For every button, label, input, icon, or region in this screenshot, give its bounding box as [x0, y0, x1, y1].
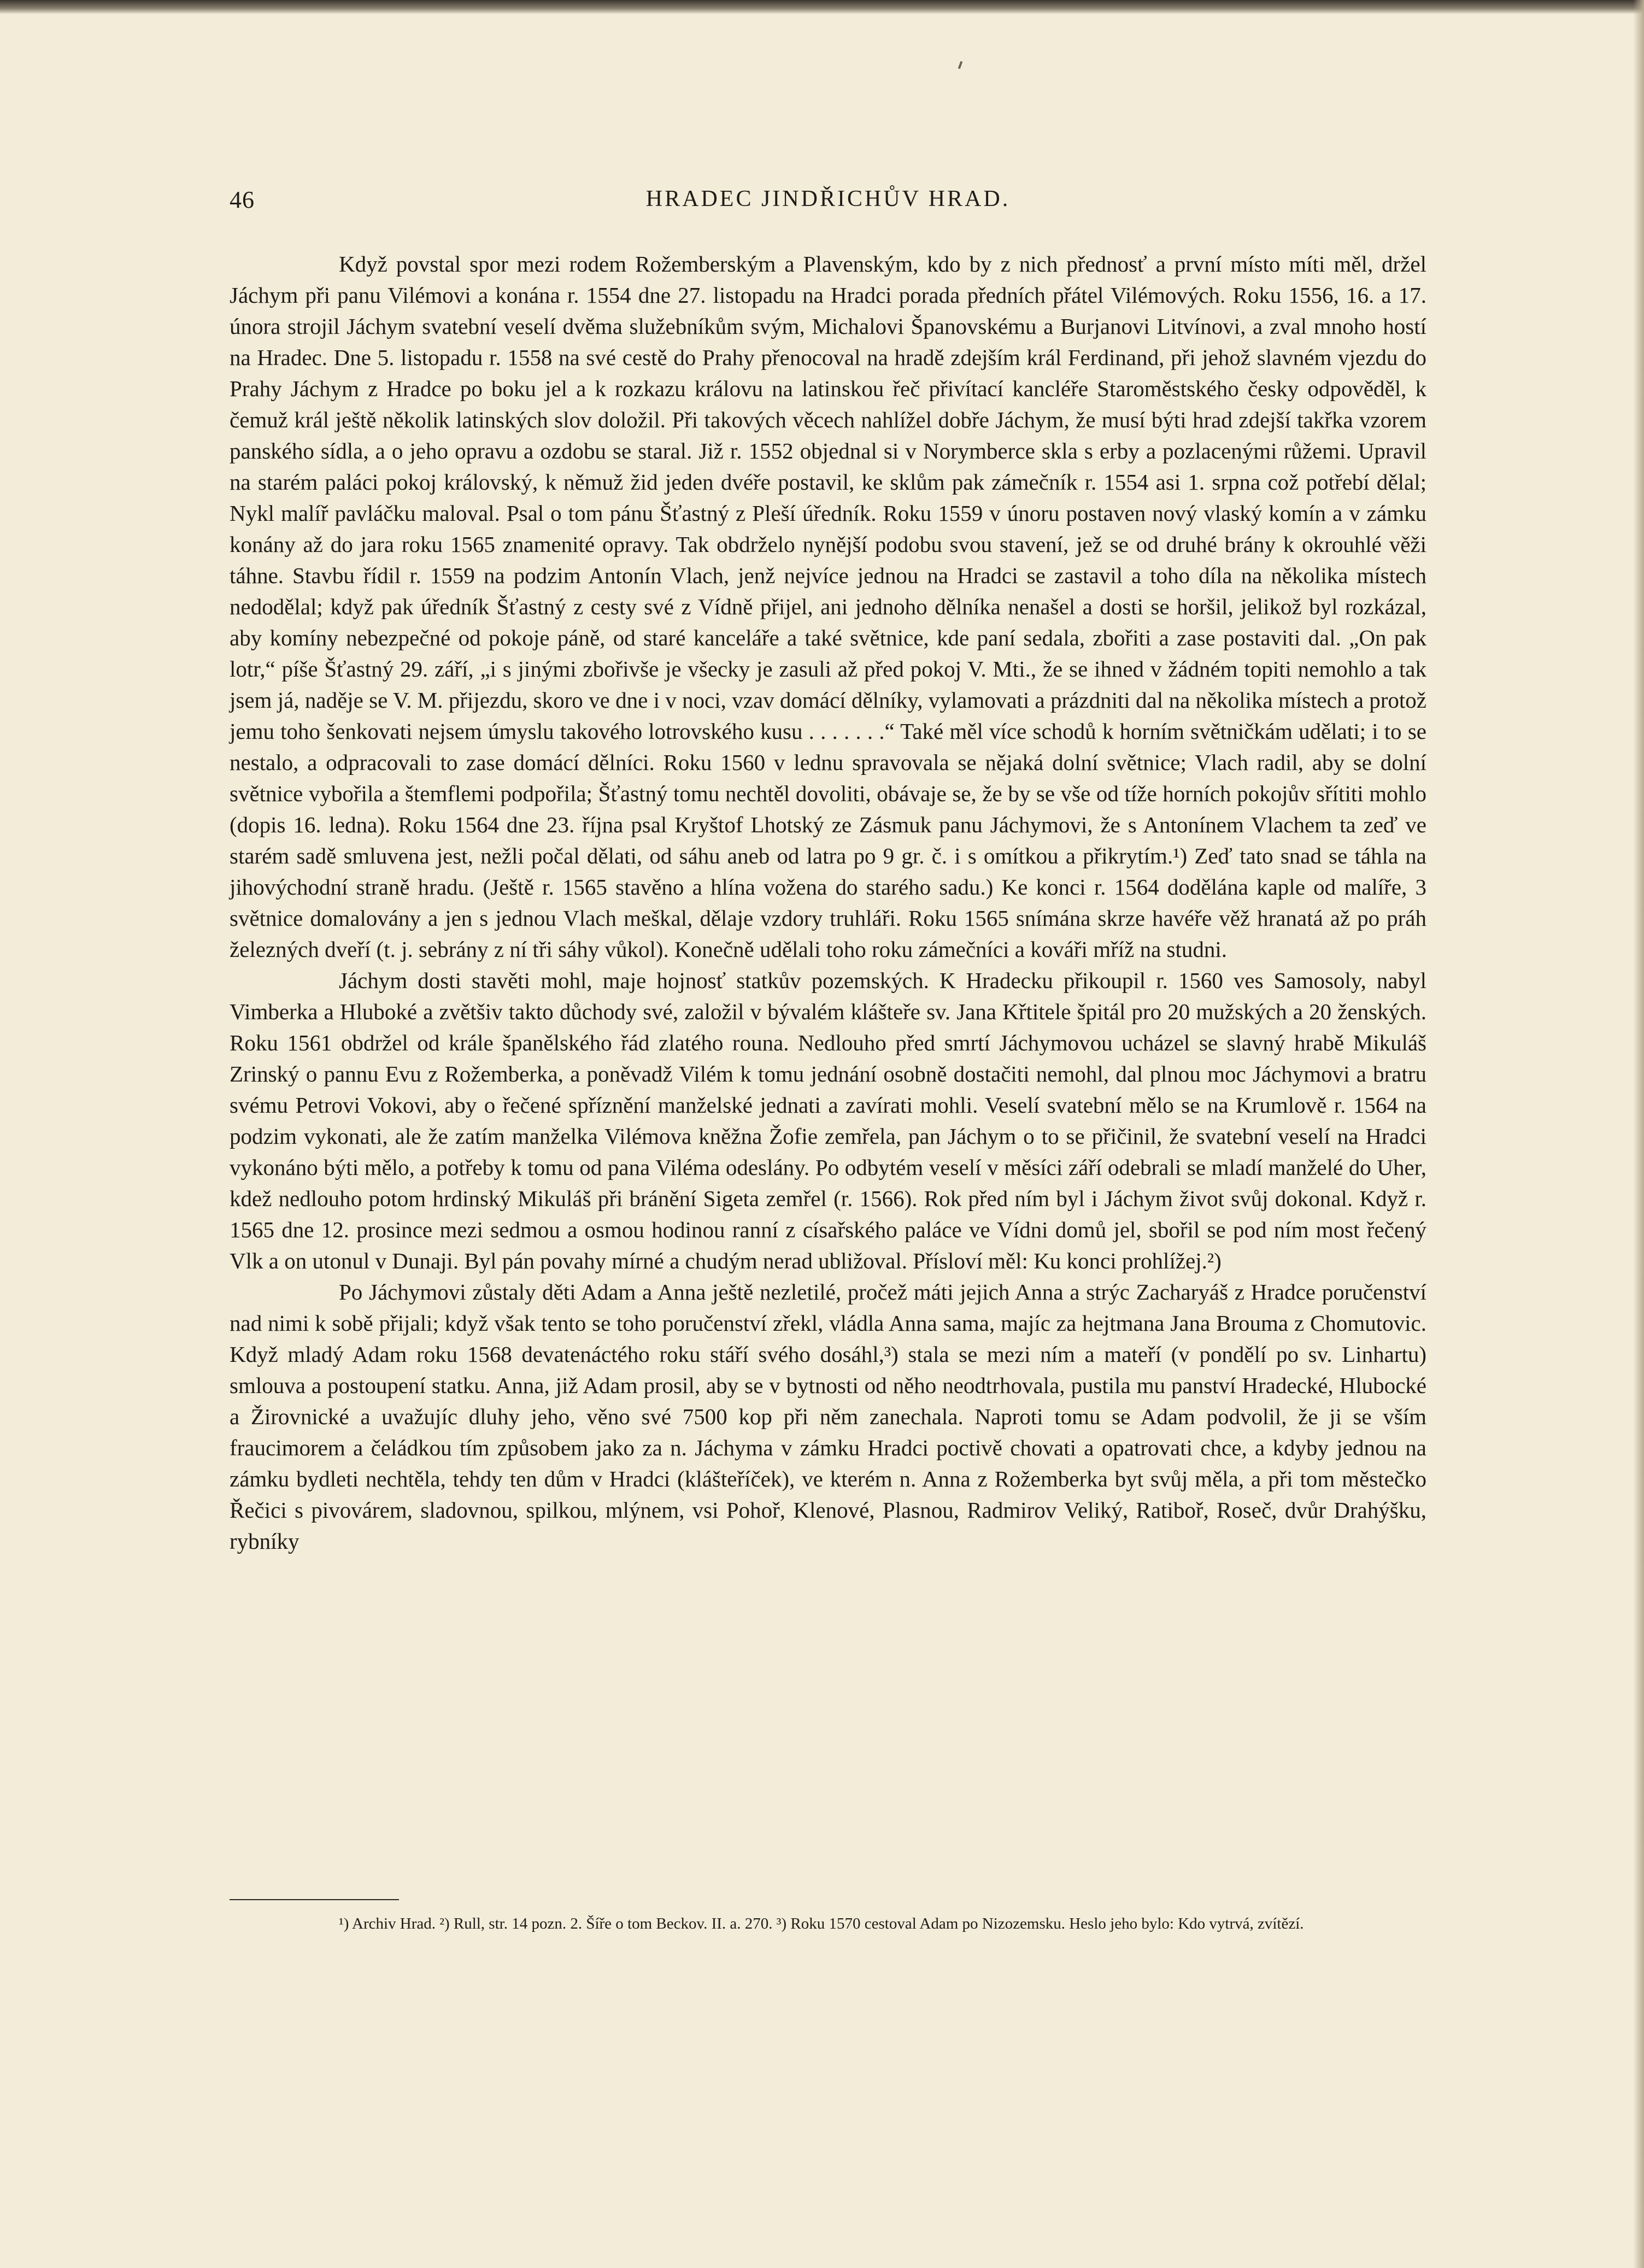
paragraph-3: Po Jáchymovi zůstaly děti Adam a Anna ještě nezletilé, pročež máti jejich Anna a strýc Zacharyáš z Hradce poručenství nad nimi k sobě přijali; když však tento se toho poručenství zřekl, vládla Anna sama, majíc za hejtmana Jana Brouma z Chomutovic. Když mladý Adam roku 1568 devatenáctého roku stáří svého dosáhl,³) stala se mezi ním a mateří (v pondělí po sv. Linhartu) smlouva a postoupení statku. Anna, již Adam prosil, aby se v bytnosti od něho neodtrhovala, pustila mu panství Hradecké, Hlubocké a Žirovnické a uvažujíc dluhy jeho, věno své 7500 kop při něm zanechala. Naproti tomu se Adam podvolil, že ji se vším fraucimorem a čeládkou tím způsobem jako za n. Jáchyma v zámku Hradci poctivě chovati a opatrovati chce, a kdyby jednou na zámku bydleti nechtěla, tehdy ten dům v Hradci (klášteříček), ve kterém n. Anna z Rožemberka byt svůj měla, a při tom městečko Řečici s pivovárem, sladovnou, spilkou, mlýnem, vsi Pohoř, Klenové, Plasnou, Radmirov Veliký, Ratiboř, Roseč, dvůr Drahýšku, rybníky	[230, 1279, 1426, 1554]
paragraph-1: Když povstal spor mezi rodem Rožemberským a Plavenským, kdo by z nich přednosť a první místo míti měl, držel Jáchym při panu Vilémovi a konána r. 1554 dne 27. listopadu na Hradci porada předních přátel Vilémových. Roku 1556, 16. a 17. února strojil Jáchym svatební veselí dvěma služebníkům svým, Michalovi Španovskému a Burjanovi Litvínovi, a zval mnoho hostí na Hradec. Dne 5. listopadu r. 1558 na své cestě do Prahy přenocoval na hradě zdejším král Ferdinand, při jehož slavném vjezdu do Prahy Jáchym z Hradce po boku jel a k rozkazu královu na latinskou řeč přivítací kancléře Staroměstského česky odpověděl, k čemuž král ještě několik latinských slov doložil. Při takových věcech nahlížel dobře Jáchym, že musí býti hrad zdejší takřka vzorem panského sídla, a o jeho opravu a ozdobu se staral. Již r. 1552 objednal si v Norymberce skla s erby a pozlacenými růžemi. Upravil na starém paláci pokoj královský, k němuž žid jeden dvéře postavil, ke sklům pak zámečník r. 1554 asi 1. srpna což potřebí dělal; Nykl malíř pavláčku maloval. Psal o tom pánu Šťastný z Pleší úředník. Roku 1559 v únoru postaven nový vlaský komín a v zámku konány až do jara roku 1565 znamenité opravy. Tak obdrželo nynější podobu svou stavení, jež se od druhé brány k okrouhlé věži táhne. Stavbu řídil r. 1559 na podzim Antonín Vlach, jenž nejvíce jednou na Hradci se zastavil a toho díla na několika místech nedodělal; když pak úředník Šťastný z cesty své z Vídně přijel, ani jednoho dělníka nenašel a dosti se horšil, jelikož byl rozkázal, aby komíny nebezpečné od pokoje páně, od staré kanceláře a také světnice, kde paní sedala, zbořiti a zase postaviti dal. „On pak lotr,“ píše Šťastný 29. září, „i s jinými zbořivše je všecky je zasuli až před pokoj V. Mti., že se ihned v žádném topiti nemohlo a tak jsem já, naděje se V. M. přijezdu, skoro ve dne i v noci, vzav domácí dělníky, vylamovati a prázdniti dal na několika místech a protož jemu toho šenkovati nejsem úmyslu takového lotrovského kusu . . . . . . .“ Také měl více schodů k horním světničkám udělati; i to se nestalo, a odpracovali to zase domácí dělníci. Roku 1560 v lednu spravovala se nějaká dolní světnice; Vlach radil, aby se dolní světnice vybořila a štemflemi podpořila; Šťastný tomu nechtěl dovoliti, obávaje se, že by se vše od tíže horních pokojův sřítiti mohlo (dopis 16. ledna). Roku 1564 dne 23. října psal Kryštof Lhotský ze Zásmuk panu Jáchymovi, že s Antonínem Vlachem ta zeď ve starém sadě smluvena jest, nežli počal dělati, od sáhu aneb od latra po 9 gr. č. i s omítkou a přikrytím.¹) Zeď tato snad se táhla na jihovýchodní straně hradu. (Ještě r. 1565 stavěno a hlína vožena do starého sadu.) Ke konci r. 1564 dodělána kaple od malíře, 3 světnice domalovány a jen s jednou Vlach meškal, dělaje vzdory truhláři. Roku 1565 snímána skrze havéře věž hranatá až po práh železných dveří (t. j. sebrány z ní tři sáhy vůkol). Konečně udělali toho roku zámečníci a kováři mříž na studni.	[230, 251, 1426, 962]
running-title: HRADEC JINDŘICHŮV HRAD.	[645, 186, 1011, 211]
scan-top-edge	[0, 0, 1644, 14]
page-number: 46	[230, 186, 255, 213]
stray-ink-mark	[958, 61, 963, 69]
footnotes: ¹) Archiv Hrad. ²) Rull, str. 14 pozn. 2. Šíře o tom Beckov. II. a. 270. ³) Roku 1570 cestoval Adam po Nizozemsku. Heslo jeho bylo: Kdo vytrvá, zvítězí.	[339, 1915, 1304, 1932]
paragraph-2: Jáchym dosti stavěti mohl, maje hojnosť statkův pozemských. K Hradecku přikoupil r. 1560 ves Samosoly, nabyl Vimberka a Hluboké a zvětšiv takto důchody své, založil v bývalém klášteře sv. Jana Křtitele špitál pro 20 mužských a 20 ženských. Roku 1561 obdržel od krále španělského řád zlatého rouna. Nedlouho před smrtí Jáchymovou ucházel se slavný hrabě Mikuláš Zrinský o pannu Evu z Rožemberka, a poněvadž Vilém k tomu jednání osobně dostačiti nemohl, dal plnou moc Jáchymovi a bratru svému Petrovi Vokovi, aby o řečené spříznění manželské jednati a zavírati mohli. Veselí svatební mělo se na Krumlově r. 1564 na podzim vykonati, ale že zatím manželka Vilémova kněžna Žofie zemřela, pan Jáchym o to se přičinil, že svatební veselí na Hradci vykonáno býti mělo, a potřeby k tomu od pana Viléma odeslány. Po odbytém veselí v měsíci září odebrali se mladí manželé do Uher, kdež nedlouho potom hrdinský Mikuláš při bránění Sigeta zemřel (r. 1566). Rok před ním byl i Jáchym život svůj dokonal. Když r. 1565 dne 12. prosince mezi sedmou a osmou hodinou ranní z císařského paláce ve Vídni domů jel, sbořil se pod ním most řečený Vlk a on utonul v Dunaji. Byl pán povahy mírné a chudým nerad ubližoval. Přísloví měl: Ku konci prohlížej.²)	[230, 968, 1426, 1273]
scan-right-edge	[1633, 0, 1644, 2268]
main-text	[230, 249, 1426, 1557]
running-head	[230, 186, 1426, 224]
footnote-divider	[230, 1899, 399, 1900]
